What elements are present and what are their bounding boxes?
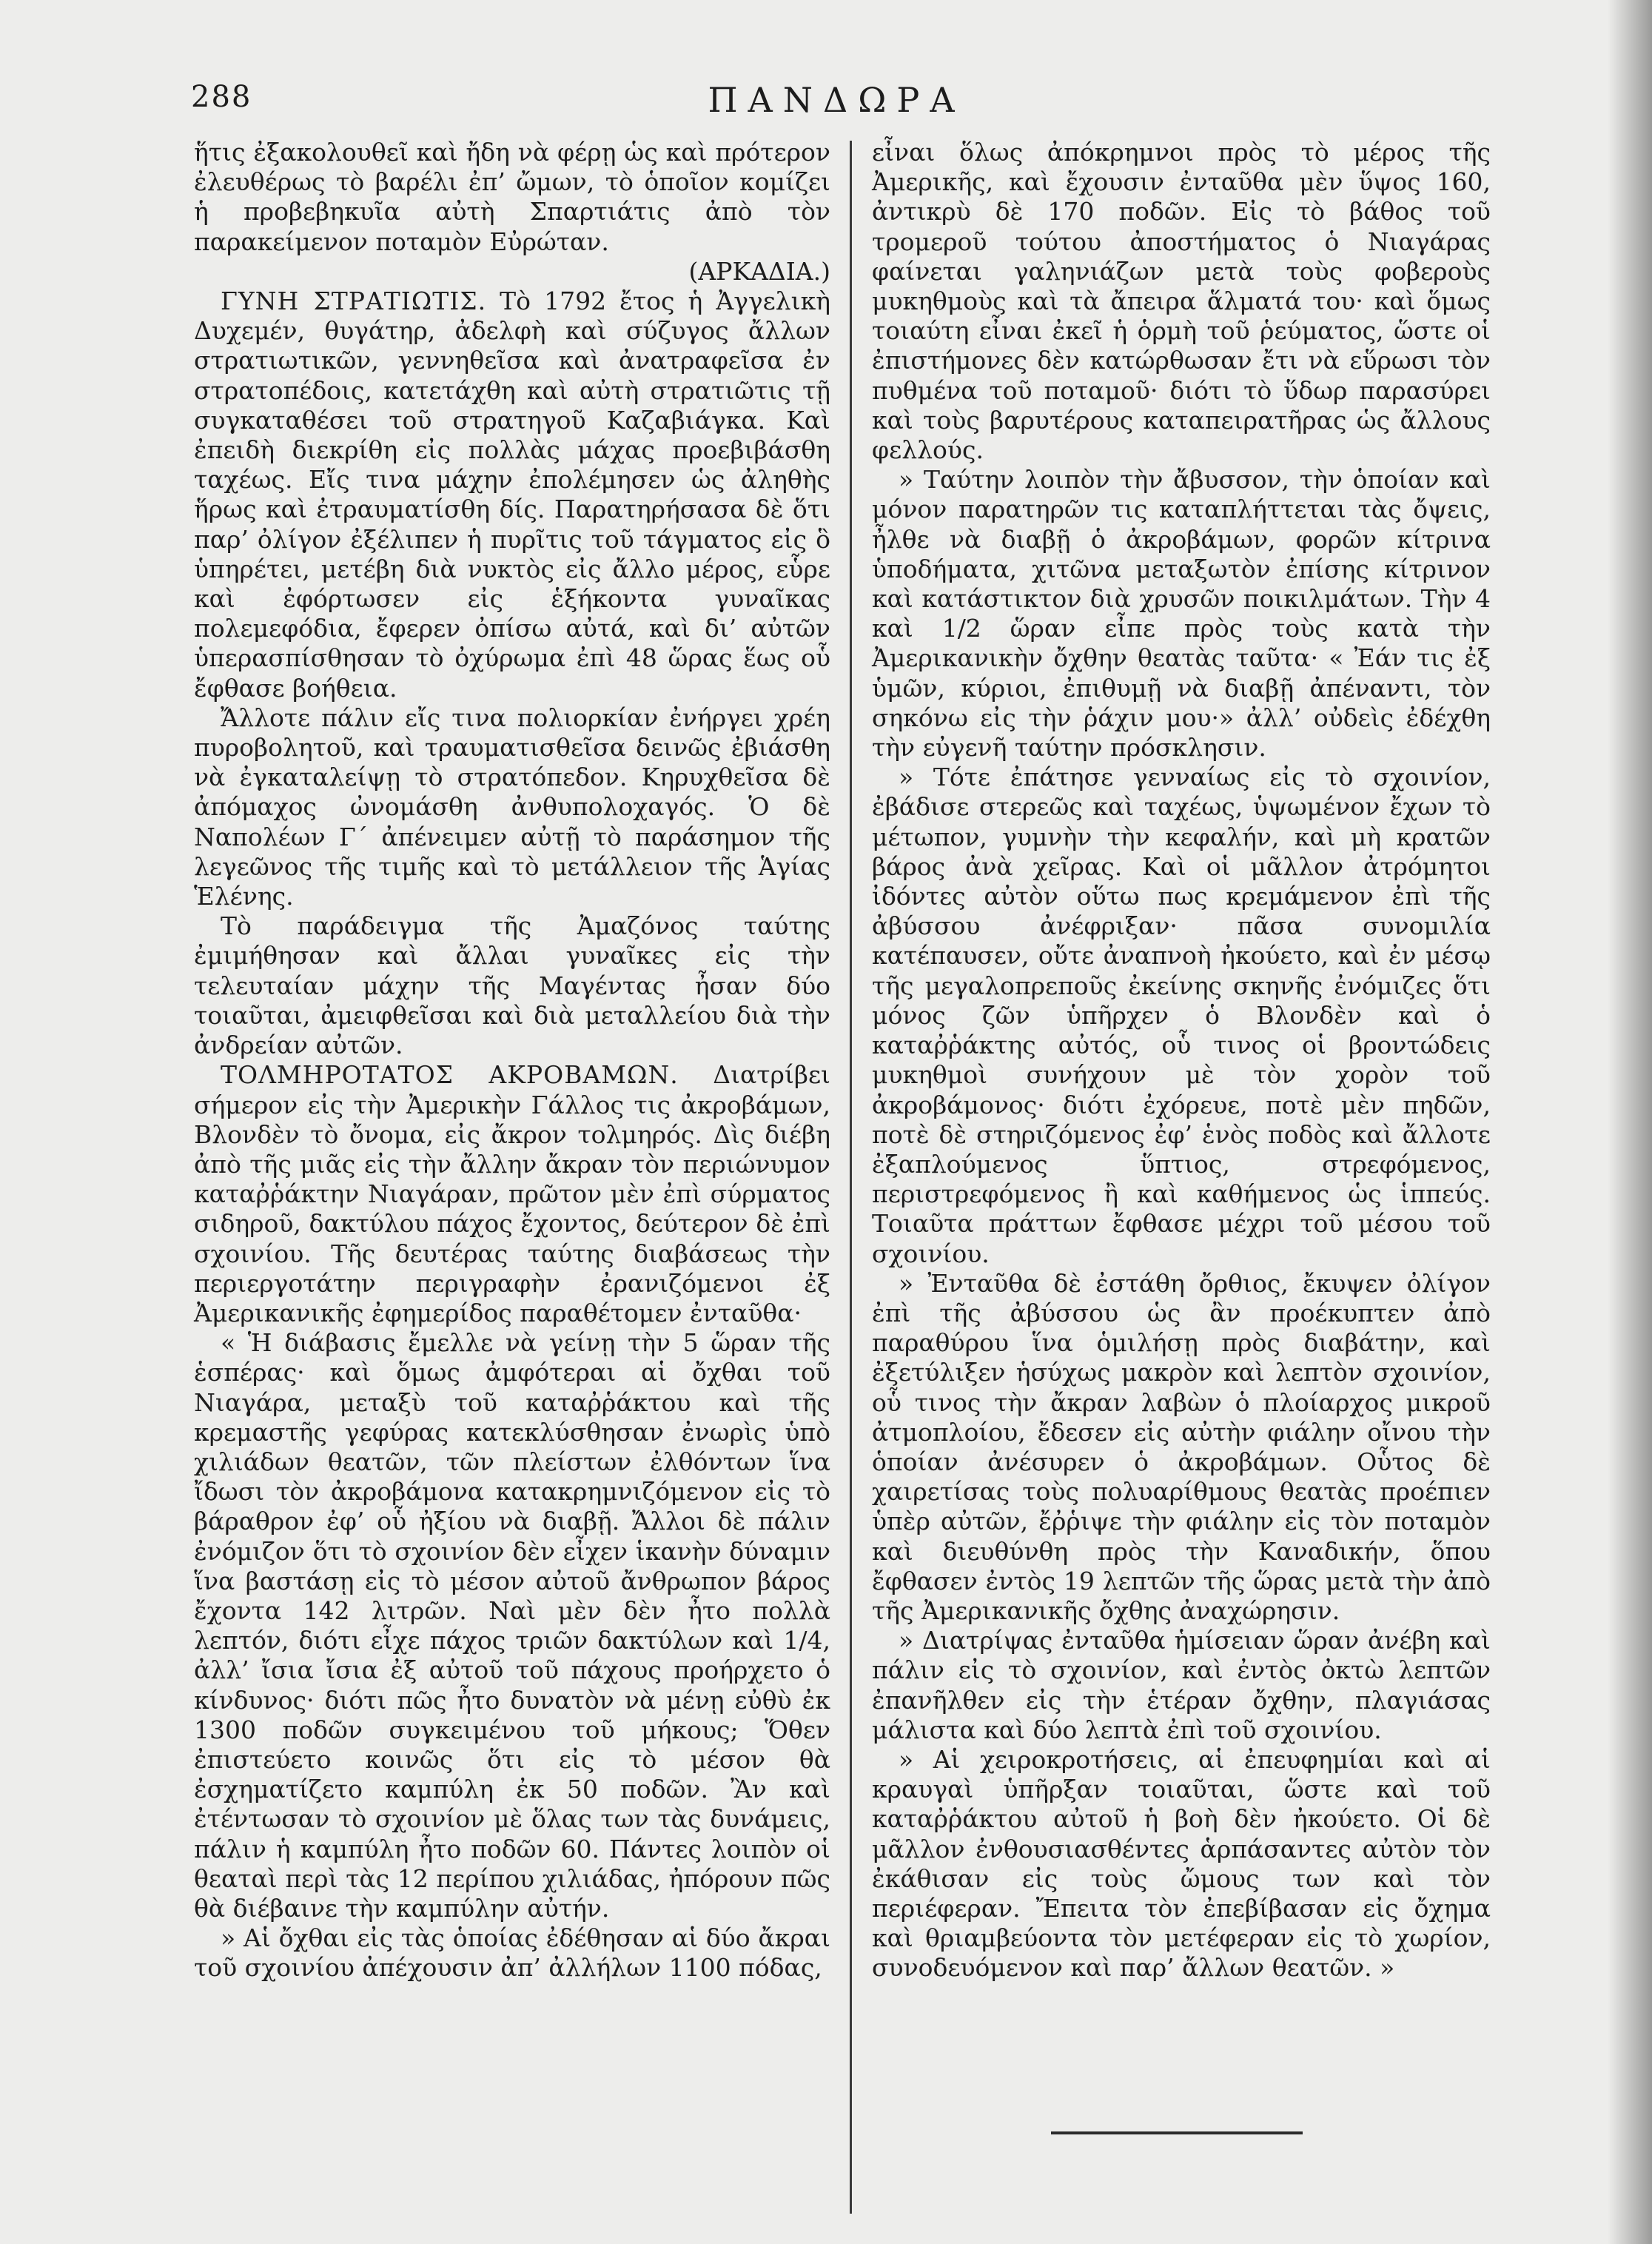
section-heading: ΤΟΛΜΗΡΟΤΑΤΟΣ ΑΚΡΟΒΑΜΩΝ. bbox=[221, 1060, 679, 1090]
end-rule bbox=[1051, 2131, 1303, 2134]
paragraph-return: » Διατρίψας ἐνταῦθα ἡμίσειαν ὥραν ἀνέβη καὶ πάλιν εἰς τὸ σχοινίον, καὶ ἐντὸς ὀκτὼ λεπτῶν ἐπανῆλθεν εἰς τὴν ἑτέραν ὄχθην, πλαγιάσας μάλιστα καὶ δύο λεπτὰ ἐπὶ τοῦ σχοινίου. bbox=[872, 1626, 1491, 1744]
paragraph-walk: » Τότε ἐπάτησε γενναίως εἰς τὸ σχοινίον, ἐβάδισε στερεῶς καὶ ταχέως, ὑψωμένον ἔχων τὸ μέτωπον, γυμνὴν τὴν κεφαλήν, καὶ μὴ κρατῶν βάρος ἀνὰ χεῖρας. Καὶ οἱ μᾶλλον ἀτρόμητοι ἰδόντες αὐτὸν οὕτω πως κρεμάμενον ἐπὶ τῆς ἀβύσσου ἀνέφριξαν· πᾶσα συνομιλία κατέπαυσεν, οὔτε ἀναπνοὴ ἠκούετο, καὶ ἐν μέσῳ τῆς μεγαλοπρεποῦς ἐκείνης σκηνῆς ἐνόμιζες ὅτι μόνος ζῶν ὑπῆρχεν ὁ Βλονδὲν καὶ ὁ καταῤῥάκτης αὐτός, οὗ τινος οἱ βροντώδεις μυκηθμοὶ συνήχουν μὲ τὸν χορὸν τοῦ ἀκροβάμονος· διότι ἐχόρευε, ποτὲ μὲν πηδῶν, ποτὲ δὲ στηριζόμενος ἐφ’ ἑνὸς ποδὸς καὶ ἄλλοτε ἐξαπλούμενος ὕπτιος, στρεφόμενος, περιστρεφόμενος ἢ καὶ καθήμενος ὡς ἱππεύς. Τοιαῦτα πράττων ἔφθασε μέχρι τοῦ μέσου τοῦ σχοινίου. bbox=[872, 763, 1491, 1268]
paragraph-text: Διατρίβει σήμερον εἰς τὴν Ἀμερικὴν Γάλλος τις ἀκροβάμων, Βλονδὲν τὸ ὄνομα, εἰς ἄκρον τολμηρός. Δὶς διέβη ἀπὸ τῆς μιᾶς εἰς τὴν ἄλλην ἄκραν τὸν περιώνυμον καταῤῥάκτην Νιαγάραν, πρῶτον μὲν ἐπὶ σύρματος σιδηροῦ, δακτύλου πάχος ἔχοντος, δεύτερον δὲ ἐπὶ σχοινίου. Τῆς δευτέρας ταύτης διαβάσεως τὴν περιεργοτάτην περιγραφὴν ἐρανιζόμενοι ἐξ Ἀμερικανικῆς ἐφημερίδος παραθέτομεν ἐνταῦθα· bbox=[194, 1060, 830, 1327]
paragraph-amazon-example: Τὸ παράδειγμα τῆς Ἀμαζόνος ταύτης ἐμιμήθησαν καὶ ἄλλαι γυναῖκες εἰς τὴν τελευταίαν μάχην τῆς Μαγέντας ἦσαν δύο τοιαῦται, ἀμειφθεῖσαι καὶ διὰ μεταλλείου διὰ τὴν ἀνδρείαν αὐτῶν. bbox=[194, 911, 830, 1060]
running-head-title: ΠΑΝΔΩΡΑ bbox=[708, 80, 965, 120]
paragraph-text: Τὸ 1792 ἔτος ἡ Ἀγγελικὴ Δυχεμέν, θυγάτηρ, ἀδελφὴ καὶ σύζυγος ἄλλων στρατιωτικῶν, γεννηθεῖσα καὶ ἀνατραφεῖσα ἐν στρατοπέδοις, κατετάχθη καὶ αὐτὴ στρατιῶτις τῇ συγκαταθέσει τοῦ στρατηγοῦ Καζαβιάγκα. Καὶ ἐπειδὴ διεκρίθη εἰς πολλὰς μάχας προεβιβάσθη ταχέως. Εἴς τινα μάχην ἐπολέμησεν ὡς ἀληθὴς ἥρως καὶ ἐτραυματίσθη δίς. Παρατηρήσασα δὲ ὅτι παρ’ ὀλίγον ἐξέλιπεν ἡ πυρῖτις τοῦ τάγματος εἰς ὃ ὑπηρέτει, μετέβη διὰ νυκτὸς εἰς ἄλλο μέρος, εὗρε καὶ ἐφόρτωσεν εἰς ἑξήκοντα γυναῖκας πολεμεφόδια, ἔφερεν ὀπίσω αὐτά, καὶ δι’ αὐτῶν ὑπερασπίσθησαν τὸ ὀχύρωμα ἐπὶ 48 ὥρας ἕως οὗ ἔφθασε βοήθεια. bbox=[194, 287, 830, 703]
section-signature: (ΑΡΚΑΔΙΑ.) bbox=[688, 256, 830, 286]
section-heading: ΓΥΝΗ ΣΤΡΑΤΙΩΤΙΣ. bbox=[221, 287, 487, 316]
page-number: 288 bbox=[191, 80, 252, 114]
paragraph-siege: Ἄλλοτε πάλιν εἴς τινα πολιορκίαν ἐνήργει χρέη πυροβολητοῦ, καὶ τραυματισθεῖσα δεινῶς ἐβιάσθη νὰ ἐγκαταλείψῃ τὸ στρατόπεδον. Κηρυχθεῖσα δὲ ἀπόμαχος ὠνομάσθη ἀνθυπολοχαγός. Ὁ δὲ Ναπολέων Γ΄ ἀπένειμεν αὐτῇ τὸ παράσημον τῆς λεγεῶνος τῆς τιμῆς καὶ τὸ μετάλλειον τῆς Ἁγίας Ἑλένης. bbox=[194, 703, 830, 911]
paragraph-acrobat-intro bbox=[194, 1060, 830, 1328]
paragraph-soldier-woman bbox=[194, 287, 830, 703]
paragraph-crossing-quote: « Ἡ διάβασις ἔμελλε νὰ γείνῃ τὴν 5 ὥραν τῆς ἑσπέρας· καὶ ὅμως ἀμφότεραι αἱ ὄχθαι τοῦ Νιαγάρα, μεταξὺ τοῦ καταῤῥάκτου καὶ τῆς κρεμαστῆς γεφύρας κατεκλύσθησαν ἐνωρὶς ὑπὸ χιλιάδων θεατῶν, τῶν πλείστων ἐλθόντων ἵνα ἴδωσι τὸν ἀκροβάμονα κατακρημνιζόμενον εἰς τὸ βάραθρον ἐφ’ οὗ ἠξίου νὰ διαβῇ. Ἄλλοι δὲ πάλιν ἐνόμιζον ὅτι τὸ σχοινίον δὲν εἶχεν ἱκανὴν δύναμιν ἵνα βαστάσῃ εἰς τὸ μέσον αὐτοῦ ἄνθρωπον βάρος ἔχοντα 142 λιτρῶν. Ναὶ μὲν δὲν ἦτο πολλὰ λεπτόν, διότι εἶχε πάχος τριῶν δακτύλων καὶ 1/4, ἀλλ’ ἴσια ἴσια ἐξ αὐτοῦ τοῦ πάχους προήρχετο ὁ κίνδυνος· διότι πῶς ἦτο δυνατὸν νὰ μένῃ εὐθὺ ἐκ 1300 ποδῶν συγκειμένου τοῦ μήκους; Ὅθεν ἐπιστεύετο κοινῶς ὅτι εἰς τὸ μέσον θὰ ἐσχηματίζετο καμπύλη ἐκ 50 ποδῶν. Ἂν καὶ ἐτέντωσαν τὸ σχοινίον μὲ ὅλας των τὰς δυνάμεις, πάλιν ἡ καμπύλη ἦτο ποδῶν 60. Πάντες λοιπὸν οἱ θεαταὶ περὶ τὰς 12 περίπου χιλιάδας, ἠπόρουν πῶς θὰ διέβαινε τὴν καμπύλην αὐτήν. bbox=[194, 1328, 830, 1923]
paragraph-text: ἥτις ἐξακολουθεῖ καὶ ἤδη νὰ φέρῃ ὡς καὶ πρότερον ἐλευθέρως τὸ βαρέλι ἐπ’ ὤμων, τὸ ὁποῖον κομίζει ἡ προβεβηκυῖα αὐτὴ Σπαρτιάτις ἀπὸ τὸν παρακείμενον ποταμὸν Εὐρώταν. bbox=[194, 138, 830, 256]
left-column bbox=[194, 138, 830, 1983]
column-divider bbox=[850, 141, 852, 2214]
right-column bbox=[872, 138, 1491, 1983]
paragraph-middle: » Ἐνταῦθα δὲ ἐστάθη ὄρθιος, ἔκυψεν ὀλίγον ἐπὶ τῆς ἀβύσσου ὡς ἂν προέκυπτεν ἀπὸ παραθύρου ἵνα ὁμιλήσῃ πρὸς διαβάτην, καὶ ἐξετύλιξεν ἡσύχως μακρὸν καὶ λεπτὸν σχοινίον, οὗ τινος τὴν ἄκραν λαβὼν ὁ πλοίαρχος μικροῦ ἀτμοπλοίου, ἔδεσεν εἰς αὐτὴν φιάλην οἴνου τὴν ὁποίαν ἀνέσυρεν ὁ ἀκροβάμων. Οὗτος δὲ χαιρετίσας τοὺς πολυαρίθμους θεατὰς προέπιεν ὑπὲρ αὐτῶν, ἔῤῥιψε τὴν φιάλην εἰς τὸν ποταμὸν καὶ διευθύνθη πρὸς τὴν Καναδικήν, ὅπου ἔφθασεν ἐντὸς 19 λεπτῶν τῆς ὥρας μετὰ τὴν ἀπὸ τῆς Ἀμερικανικῆς ὄχθης ἀναχώρησιν. bbox=[872, 1268, 1491, 1625]
paragraph-abyss: εἶναι ὅλως ἀπόκρημνοι πρὸς τὸ μέρος τῆς Ἀμερικῆς, καὶ ἔχουσιν ἐνταῦθα μὲν ὕψος 160, ἀντικρὺ δὲ 170 ποδῶν. Εἰς τὸ βάθος τοῦ τρομεροῦ τούτου ἀποστήματος ὁ Νιαγάρας φαίνεται γαληνιάζων μετὰ τοὺς φοβεροὺς μυκηθμοὺς καὶ τὰ ἄπειρα ἅλματά του· καὶ ὅμως τοιαύτη εἶναι ἐκεῖ ἡ ὁρμὴ τοῦ ῥεύματος, ὥστε οἱ ἐπιστήμονες δὲν κατώρθωσαν ἔτι νὰ εὕρωσι τὸν πυθμένα τοῦ ποταμοῦ· διότι τὸ ὕδωρ παρασύρει καὶ τοὺς βαρυτέρους καταπειρατῆρας ὡς ἄλλους φελλούς. bbox=[872, 138, 1491, 465]
paragraph-applause: » Αἱ χειροκροτήσεις, αἱ ἐπευφημίαι καὶ αἱ κραυγαὶ ὑπῆρξαν τοιαῦται, ὥστε καὶ τοῦ καταῤῥάκτου αὐτοῦ ἡ βοὴ δὲν ἠκούετο. Οἱ δὲ μᾶλλον ἐνθουσιασθέντες ἁρπάσαντες αὐτὸν τὸν ἐκάθισαν εἰς τοὺς ὤμους των καὶ τὸν περιέφεραν. Ἔπειτα τὸν ἐπεβίβασαν εἰς ὄχημα καὶ θριαμβεύοντα τὸν μετέφεραν εἰς τὸ χωρίον, συνοδευόμενον καὶ παρ’ ἄλλων θεατῶν. » bbox=[872, 1744, 1491, 1983]
binding-shadow bbox=[1608, 0, 1652, 2244]
paragraph-banks: » Αἱ ὄχθαι εἰς τὰς ὁποίας ἐδέθησαν αἱ δύο ἄκραι τοῦ σχοινίου ἀπέχουσιν ἀπ’ ἀλλήλων 1100 πόδας, bbox=[194, 1923, 830, 1983]
paragraph-arkadia bbox=[194, 138, 830, 287]
paragraph-acrobat-costume: » Ταύτην λοιπὸν τὴν ἄβυσσον, τὴν ὁποίαν καὶ μόνον παρατηρῶν τις καταπλήττεται τὰς ὄψεις, ἦλθε νὰ διαβῇ ὁ ἀκροβάμων, φορῶν κίτρινα ὑποδήματα, χιτῶνα μεταξωτὸν ἐπίσης κίτρινον καὶ κατάστικτον διὰ χρυσῶν ποικιλμάτων. Τὴν 4 καὶ 1/2 ὥραν εἶπε πρὸς τοὺς κατὰ τὴν Ἀμερικανικὴν ὄχθην θεατὰς ταῦτα· « Ἐάν τις ἐξ ὑμῶν, κύριοι, ἐπιθυμῇ νὰ διαβῇ ἀπέναντι, τὸν σηκόνω εἰς τὴν ῥάχιν μου·» ἀλλ’ οὐδεὶς ἐδέχθη τὴν εὐγενῆ ταύτην πρόσκλησιν. bbox=[872, 465, 1491, 763]
